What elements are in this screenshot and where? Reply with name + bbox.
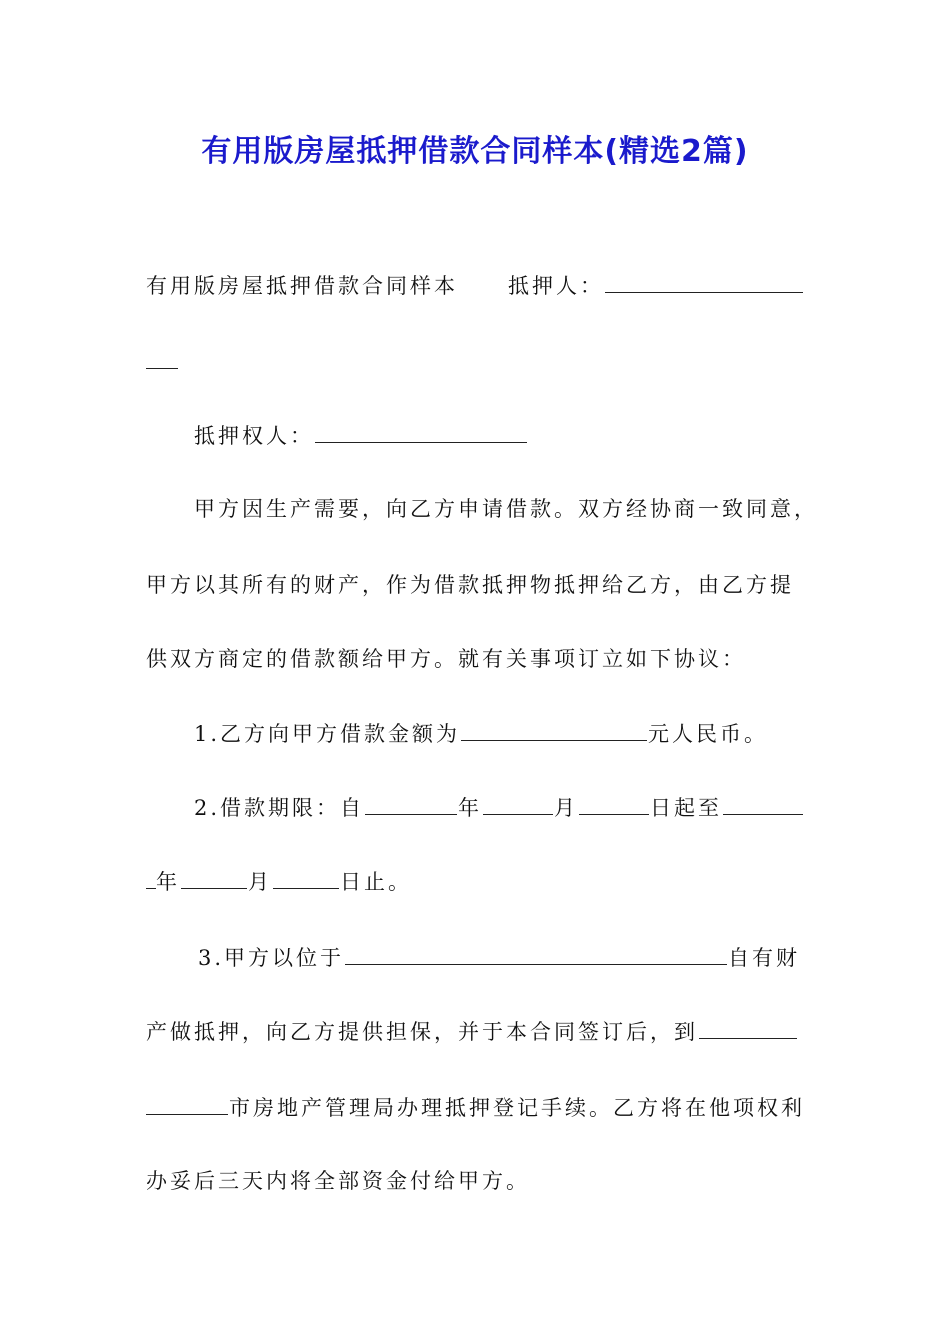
fill-blank: [181, 866, 247, 889]
paragraph-line: 甲方因生产需要，向乙方申请借款。双方经协商一致同意，: [194, 497, 818, 521]
paragraph-line: [194, 420, 528, 451]
paragraph-line: [146, 270, 804, 301]
text-segment: 月: [248, 870, 272, 894]
paragraph-line: [146, 1092, 805, 1123]
text-segment: 元人民币。: [648, 722, 769, 746]
text-segment: 日止。: [340, 870, 412, 894]
paragraph-line: [146, 866, 412, 897]
fill-blank: [483, 792, 553, 815]
text-segment: 抵押权人：: [194, 424, 314, 448]
fill-blank: [146, 346, 178, 369]
fill-blank: [461, 718, 647, 741]
fill-blank: [699, 1016, 797, 1039]
fill-blank: [315, 420, 527, 443]
fill-blank: [146, 866, 156, 889]
fill-blank: [345, 942, 727, 965]
text-segment: 年: [458, 796, 483, 820]
text-segment: 3.甲方以位于: [198, 946, 345, 970]
text-segment: 自有财: [728, 946, 801, 970]
text-segment: 2.借款期限：自: [194, 796, 365, 820]
text-segment: 月: [554, 796, 579, 820]
paragraph-line: 办妥后三天内将全部资金付给甲方。: [146, 1169, 530, 1193]
paragraph-line: [146, 346, 178, 377]
paragraph-line: [194, 792, 804, 823]
text-segment: 年: [156, 870, 180, 894]
paragraph-line: [198, 942, 800, 973]
paragraph-line: 供双方商定的借款额给甲方。就有关事项订立如下协议：: [146, 647, 746, 671]
text-segment: 日起至: [650, 796, 723, 820]
fill-blank: [146, 1092, 228, 1115]
document-title: 有用版房屋抵押借款合同样本(精选2篇): [201, 134, 749, 169]
text-segment: 有用版房屋抵押借款合同样本: [146, 274, 458, 298]
text-segment: 1.乙方向甲方借款金额为: [194, 722, 461, 746]
paragraph-line: 甲方以其所有的财产，作为借款抵押物抵押给乙方，由乙方提: [146, 573, 794, 597]
text-segment: 产做抵押，向乙方提供担保，并于本合同签订后，到: [146, 1020, 698, 1044]
fill-blank: [273, 866, 339, 889]
fill-blank: [365, 792, 457, 815]
fill-blank: [605, 270, 803, 293]
fill-blank: [579, 792, 649, 815]
fill-blank: [723, 792, 803, 815]
paragraph-line: [194, 718, 768, 749]
paragraph-line: [146, 1016, 798, 1047]
text-segment: 市房地产管理局办理抵押登记手续。乙方将在他项权利: [229, 1096, 805, 1120]
text-segment: 抵押人：: [508, 274, 604, 298]
